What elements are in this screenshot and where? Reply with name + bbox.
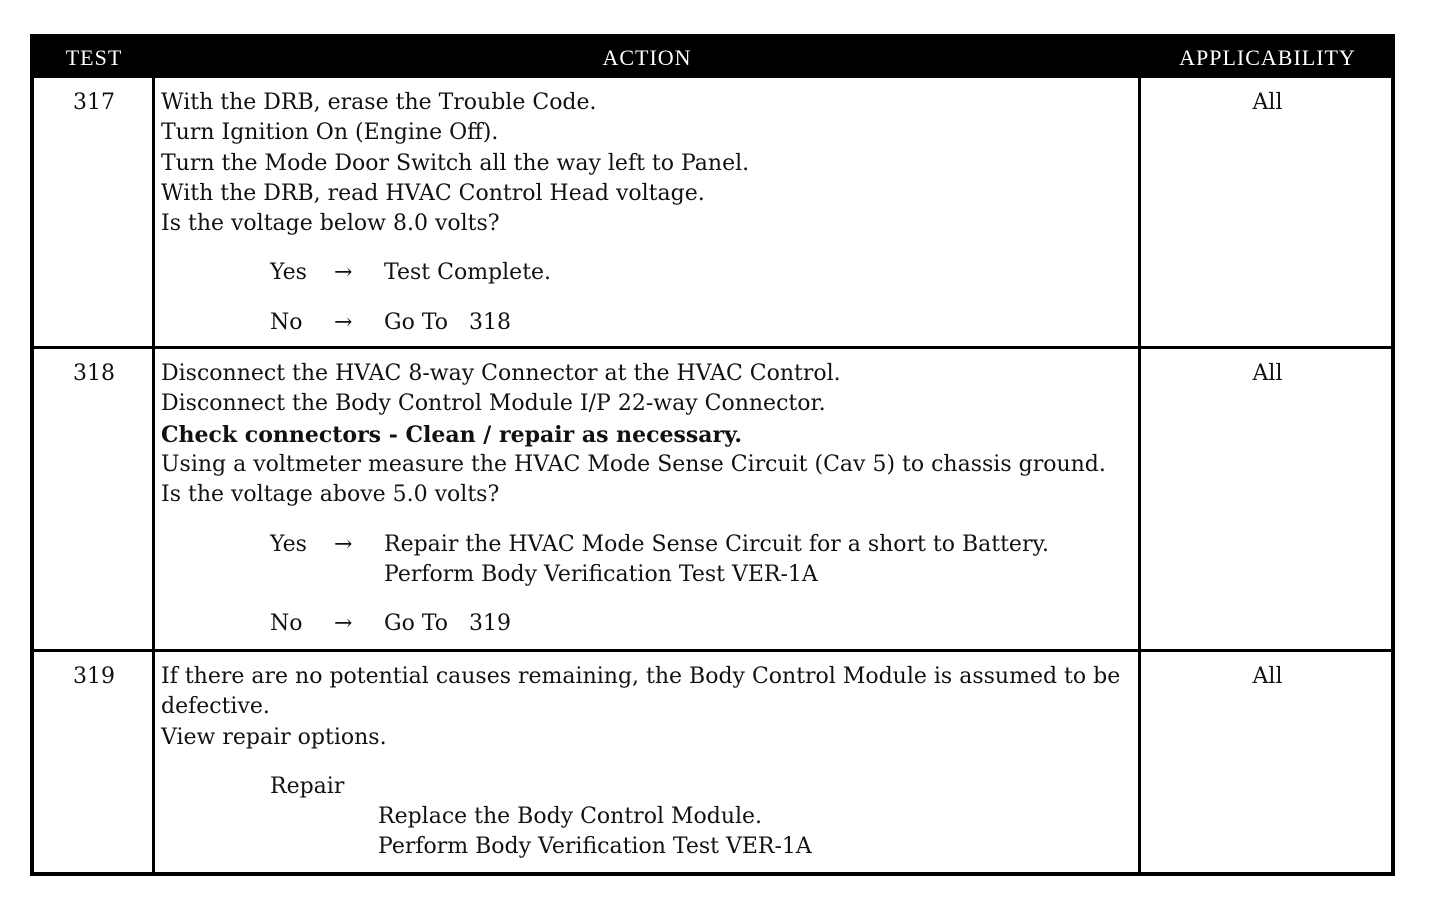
action-line: Using a voltmeter measure the HVAC Mode Sense Circuit (Cav 5) to chassis ground. [161,451,1106,477]
header-action: ACTION [602,45,692,70]
yes-result: Repair the HVAC Mode Sense Circuit for a short to Battery. [384,532,1049,557]
repair-label: Repair [270,774,345,799]
action-text [161,88,1136,239]
action-text [161,359,1136,510]
yes-label: Yes [270,260,307,285]
action-line: Turn Ignition On (Engine Off). [161,120,499,146]
action-line: Turn the Mode Door Switch all the way left to Panel. [161,150,750,176]
yes-result-line2: Perform Body Verification Test VER-1A [384,562,818,587]
table-header [34,38,1391,78]
yes-result: Test Complete. [384,260,552,285]
row-divider [34,346,1391,349]
yes-label: Yes [270,532,307,557]
diagnostic-table [30,34,1395,876]
no-result: Go To 318 [384,310,511,335]
test-number: 317 [73,90,115,115]
action-line: Is the voltage above 5.0 volts? [161,482,500,508]
action-line: Is the voltage below 8.0 volts? [161,211,500,237]
arrow-right-icon: → [334,310,353,335]
repair-line: Replace the Body Control Module. [378,804,763,829]
arrow-right-icon: → [334,611,353,636]
action-line: View repair options. [161,724,387,750]
arrow-right-icon: → [334,532,353,557]
action-line: Disconnect the HVAC 8-way Connector at the HVAC Control. [161,361,841,386]
header-applicability: APPLICABILITY [1179,45,1356,70]
action-line: Disconnect the Body Control Module I/P 22-way Connector. [161,391,826,417]
applicability: All [1252,90,1283,115]
arrow-right-icon: → [334,260,353,285]
action-line: With the DRB, read HVAC Control Head voltage. [161,180,705,206]
repair-line: Perform Body Verification Test VER-1A [378,834,812,859]
action-line: If there are no potential causes remaining, the Body Control Module is assumed to be [161,664,1121,689]
action-line: defective. [161,694,270,720]
no-label: No [270,611,303,636]
header-test: TEST [65,45,123,70]
row-divider [34,649,1391,652]
no-label: No [270,310,303,335]
test-number: 319 [73,664,115,689]
test-number: 318 [73,361,115,386]
column-divider [152,78,155,872]
action-line: With the DRB, erase the Trouble Code. [161,90,597,115]
no-result: Go To 319 [384,611,511,636]
applicability: All [1252,664,1283,689]
column-divider [1138,78,1141,872]
action-text [161,662,1136,753]
applicability: All [1252,361,1283,386]
action-line-bold: Check connectors - Clean / repair as necessary. [161,421,743,448]
